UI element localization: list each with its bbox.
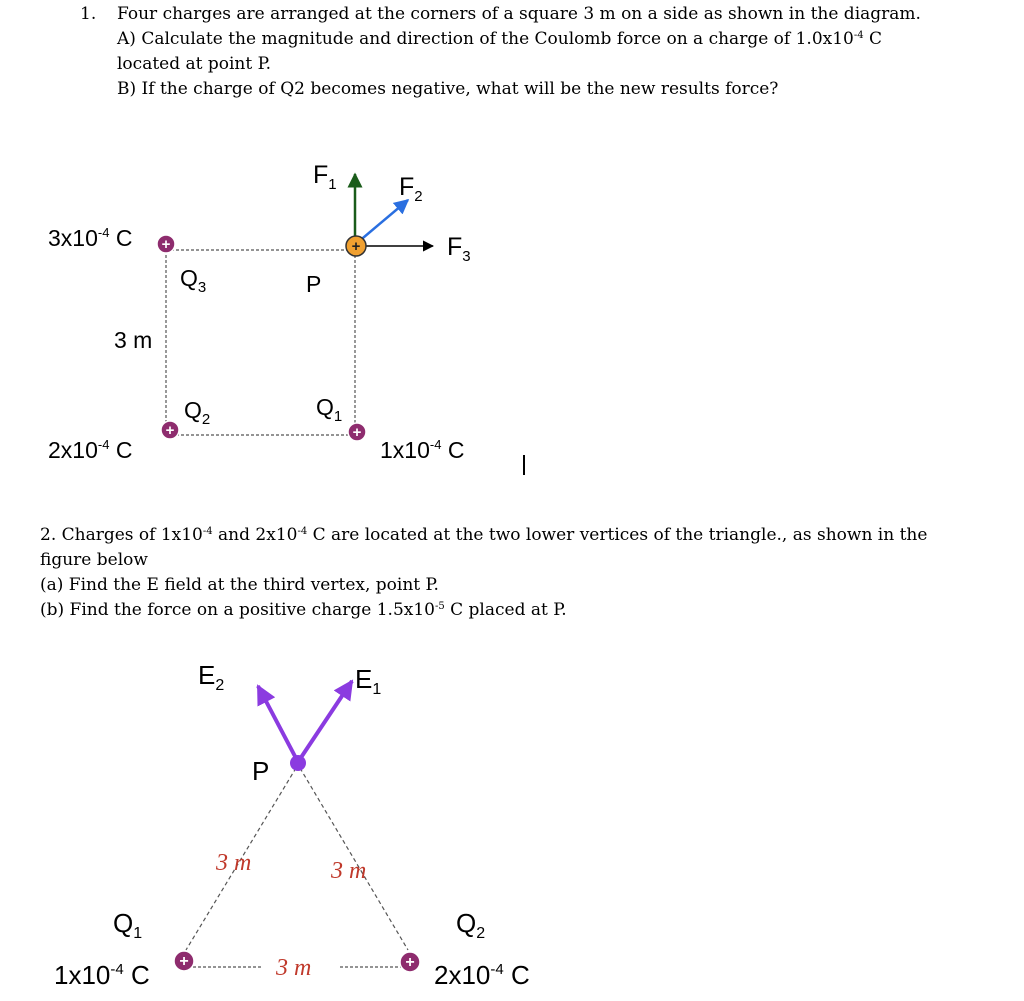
- problem-1-part-a-line2: located at point P.: [117, 54, 272, 74]
- q2-value-label: $2x10^{-4}$ C: [48, 437, 133, 463]
- svg-text:+: +: [405, 954, 415, 971]
- q3-value-label: $3x10^{-4}$ C: [48, 225, 133, 251]
- q2-value-label-triangle: $2x10^{-4}$ C: [434, 960, 530, 990]
- triangle-diagram: [54, 660, 530, 990]
- q1-label: $Q_1$: [316, 394, 343, 425]
- q1-value-label: $1x10^{-4}$ C: [380, 437, 465, 463]
- problem-1-part-a: A) Calculate the magnitude and direction of the Coulomb force on a charge of $1.0x10^{-4}$ C: [117, 29, 883, 49]
- point-p-dot: [290, 755, 306, 771]
- f2-arrow: [357, 200, 408, 243]
- q1-label-triangle: $Q_1$: [113, 908, 143, 942]
- e1-label: $E_1$: [355, 664, 382, 698]
- f1-label: $F_1$: [313, 161, 337, 193]
- svg-text:+: +: [352, 424, 362, 441]
- svg-text:+: +: [179, 953, 189, 970]
- q3-label: $Q_3$: [180, 265, 207, 296]
- q1-value-label-triangle: $1x10^{-4}$ C: [54, 960, 150, 990]
- q2-label-triangle: $Q_2$: [456, 908, 486, 942]
- charge-q1-triangle: [174, 951, 194, 971]
- e2-arrow: [258, 686, 298, 762]
- svg-text:+: +: [351, 238, 361, 255]
- problem-2-line2: figure below: [40, 550, 148, 570]
- point-p-label-triangle: P: [252, 756, 270, 786]
- side-length-label: 3 m: [114, 327, 153, 353]
- svg-text:+: +: [161, 236, 171, 253]
- charge-q2-triangle: [400, 952, 420, 972]
- f3-label: $F_3$: [447, 233, 471, 265]
- right-side-length-label: 3 m: [331, 858, 367, 884]
- e1-arrow: [298, 681, 352, 762]
- e2-label: $E_2$: [198, 660, 225, 694]
- svg-text:+: +: [165, 422, 175, 439]
- charge-q2: [161, 421, 179, 439]
- problem-2-line1: 2. Charges of $1x10^{-4}$ and $2x10^{-4}$ C are located at the two lower vertices of the triangle., as shown in the: [40, 525, 928, 545]
- point-p-label: P: [306, 271, 322, 297]
- problem-2-part-b: (b) Find the force on a positive charge $1.5x10^{-5}$ C placed at P.: [40, 600, 567, 620]
- charge-p: [346, 236, 366, 256]
- left-side-length-label: 3 m: [216, 850, 252, 876]
- f2-label: $F_2$: [399, 173, 423, 205]
- charge-q3: [157, 235, 175, 253]
- charge-q1: [348, 423, 366, 441]
- problem-2-part-a: (a) Find the E field at the third vertex, point P.: [40, 575, 439, 595]
- square-diagram: [48, 161, 471, 463]
- q2-label: $Q_2$: [184, 397, 211, 428]
- base-length-label: 3 m: [276, 955, 312, 981]
- problem-1-part-b: B) If the charge of Q2 becomes negative, what will be the new results force?: [117, 79, 779, 99]
- problem-1-number: 1.: [80, 4, 97, 24]
- problem-1-statement: Four charges are arranged at the corners of a square 3 m on a side as shown in the diagram.: [117, 4, 921, 24]
